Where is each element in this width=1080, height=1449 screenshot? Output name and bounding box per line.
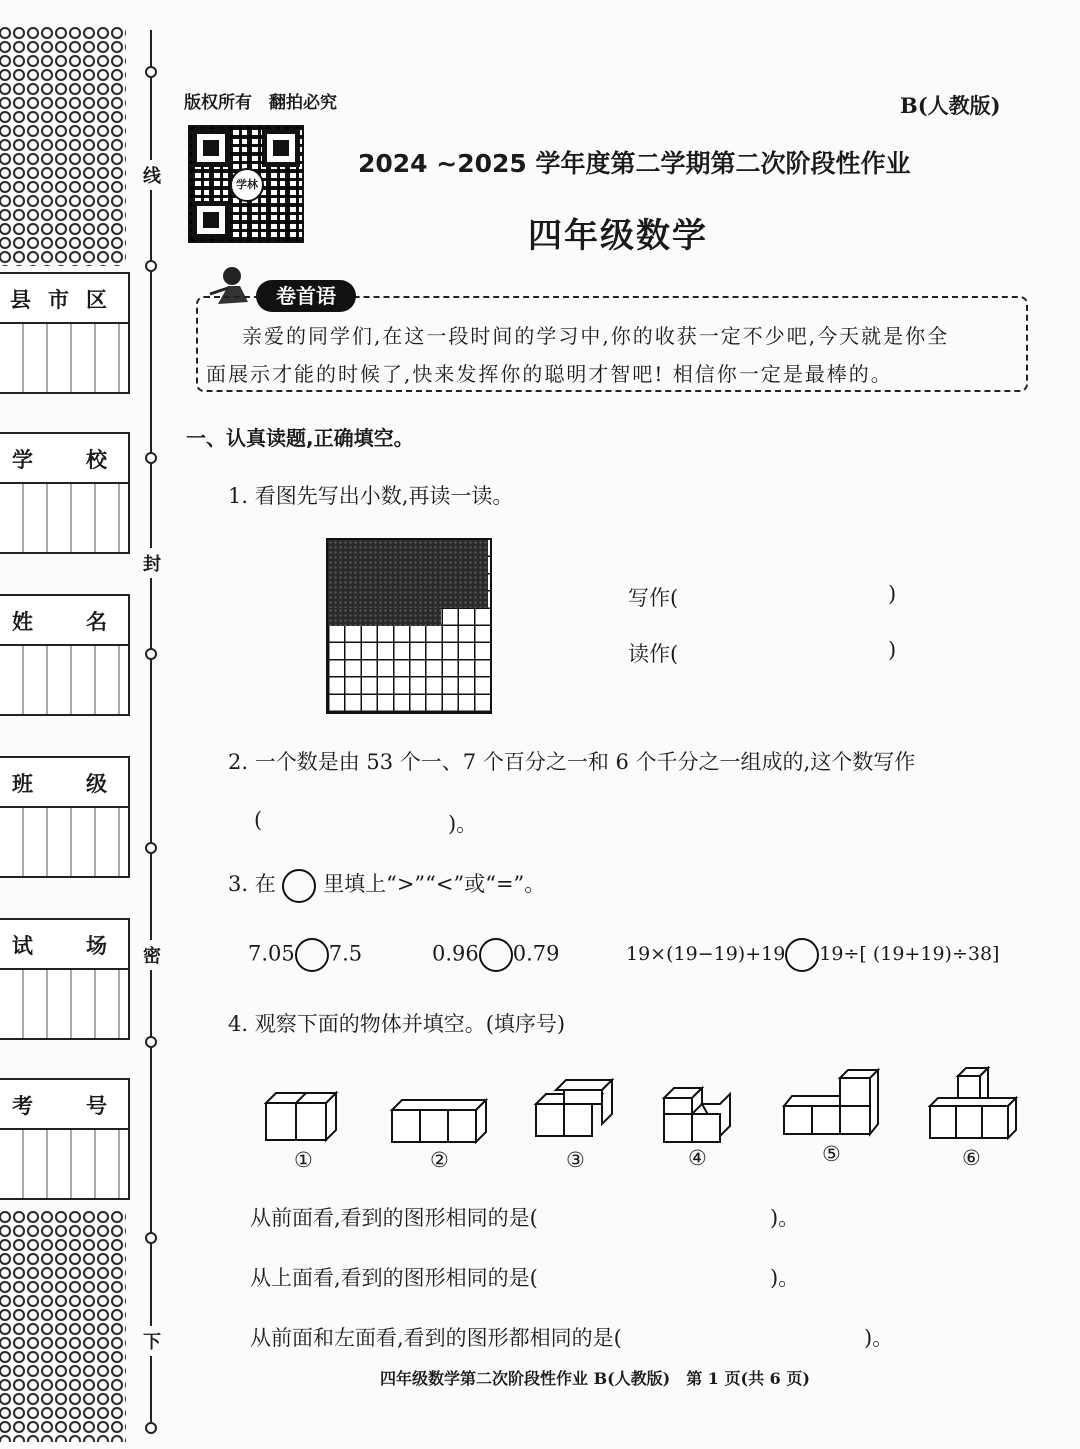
field-char: 试 xyxy=(12,933,33,958)
q4-line-2: 从上面看,看到的图形相同的是( xyxy=(250,1266,538,1290)
field-school[interactable] xyxy=(0,432,130,554)
field-char: 学 xyxy=(12,447,33,472)
figure-label-4: ④ xyxy=(688,1146,707,1170)
q3-item-2 xyxy=(432,938,560,972)
grid-shaded-region xyxy=(328,540,488,608)
qr-code[interactable] xyxy=(188,125,304,243)
grid-shaded-region xyxy=(328,608,441,626)
hundred-grid xyxy=(326,538,492,714)
seal-char-seal: 封 xyxy=(140,548,164,578)
q3-prompt-a: 3. 在 xyxy=(228,872,276,896)
q1-read-blank[interactable] xyxy=(690,636,880,666)
field-class[interactable] xyxy=(0,756,130,878)
q3-left-value: 7.05 xyxy=(248,941,295,966)
figure-label-3: ③ xyxy=(566,1148,585,1172)
field-char: 班 xyxy=(12,771,33,796)
binding-holes-bottom xyxy=(0,1210,126,1442)
q3-left-value: 0.96 xyxy=(432,941,479,966)
q4-blank-3[interactable] xyxy=(670,1320,860,1350)
q4-blank-2[interactable] xyxy=(578,1260,764,1290)
q4-line-1-close: )。 xyxy=(770,1206,800,1230)
q1-write-close: ) xyxy=(888,582,897,606)
circle-placeholder-icon xyxy=(282,869,316,903)
binding-ring xyxy=(145,260,157,272)
binding-ring xyxy=(145,1232,157,1244)
seal-char-line: 线 xyxy=(140,160,164,190)
field-char: 市 xyxy=(48,287,69,312)
binding-ring xyxy=(145,1422,157,1434)
preface-line-1: 亲爱的同学们,在这一段时间的学习中,你的收获一定不少吧,今天就是你全 xyxy=(242,324,950,348)
figure-label-2: ② xyxy=(430,1148,449,1172)
binding-ring xyxy=(145,648,157,660)
q3-prompt-b: 里填上“>”“<”或“=”。 xyxy=(323,872,546,896)
q1-write-label: 写作( xyxy=(628,586,679,610)
q2-blank-close: )。 xyxy=(448,812,478,836)
binding-ring xyxy=(145,842,157,854)
q3-left-value: 19×(19−19)+19 xyxy=(626,943,786,965)
field-exam-number[interactable] xyxy=(0,1078,130,1200)
q2-blank-open: ( xyxy=(254,808,263,832)
figure-label-1: ① xyxy=(294,1148,313,1172)
qr-logo-icon: 学林 xyxy=(230,168,264,202)
field-char: 名 xyxy=(86,609,107,634)
binding-ring xyxy=(145,452,157,464)
field-name[interactable] xyxy=(0,594,130,716)
figure-label-6: ⑥ xyxy=(962,1146,981,1170)
exam-title: 2024 ~2025 学年度第二学期第二次阶段性作业 xyxy=(358,149,911,178)
q4-line-3-close: )。 xyxy=(864,1326,894,1350)
field-char: 区 xyxy=(86,287,107,312)
section-heading: 一、认真读题,正确填空。 xyxy=(186,426,414,450)
seal-char-below: 下 xyxy=(140,1326,164,1356)
question-1-prompt: 1. 看图先写出小数,再读一读。 xyxy=(228,484,514,508)
binding-ring xyxy=(145,1036,157,1048)
q3-right-value: 7.5 xyxy=(328,941,363,966)
compare-circle[interactable] xyxy=(785,938,819,972)
seal-char-close: 密 xyxy=(140,940,164,970)
preface-line-2: 面展示才能的时候了,快来发挥你的聪明才智吧! 相信你一定是最棒的。 xyxy=(206,362,893,386)
field-exam-room[interactable] xyxy=(0,918,130,1040)
question-3-prompt xyxy=(228,868,545,903)
cube-figure-5 xyxy=(784,1070,878,1134)
compare-circle[interactable] xyxy=(295,938,329,972)
field-char: 校 xyxy=(86,447,107,472)
binding-ring xyxy=(145,66,157,78)
binding-line xyxy=(150,30,152,1430)
q3-right-value: 19÷[ (19+19)÷38] xyxy=(819,943,1000,965)
q1-read-label: 读作( xyxy=(628,642,679,666)
field-char: 姓 xyxy=(12,609,33,634)
q4-line-2-close: )。 xyxy=(770,1266,800,1290)
q3-item-1 xyxy=(248,938,362,972)
q1-read-close: ) xyxy=(888,638,897,662)
question-4-prompt: 4. 观察下面的物体并填空。(填序号) xyxy=(228,1012,566,1036)
q3-right-value: 0.79 xyxy=(512,941,560,966)
field-county-district[interactable] xyxy=(0,272,130,394)
preface-badge: 卷首语 xyxy=(256,280,356,312)
q3-item-3 xyxy=(626,938,999,972)
q2-blank[interactable] xyxy=(270,806,446,836)
q4-line-3: 从前面和左面看,看到的图形都相同的是( xyxy=(250,1326,622,1350)
q4-blank-1[interactable] xyxy=(578,1200,764,1230)
binding-holes-top xyxy=(0,26,126,266)
cube-figure-2 xyxy=(392,1100,486,1142)
cube-figure-1 xyxy=(266,1093,336,1140)
field-char: 号 xyxy=(86,1093,107,1118)
field-char: 考 xyxy=(12,1093,33,1118)
field-char: 县 xyxy=(10,287,31,312)
cube-figure-4 xyxy=(664,1088,730,1142)
cube-figures xyxy=(250,1058,1030,1176)
edition-label: B(人教版) xyxy=(900,93,1001,118)
q4-line-1: 从前面看,看到的图形相同的是( xyxy=(250,1206,538,1230)
subject-title: 四年级数学 xyxy=(528,216,708,256)
page-footer: 四年级数学第二次阶段性作业 B(人教版) 第 1 页(共 6 页) xyxy=(380,1369,810,1388)
copyright-notice: 版权所有 翻拍必究 xyxy=(184,93,337,113)
field-char: 级 xyxy=(86,771,107,796)
figure-label-5: ⑤ xyxy=(822,1142,841,1166)
cube-figure-3 xyxy=(536,1080,612,1136)
field-char: 场 xyxy=(86,933,107,958)
compare-circle[interactable] xyxy=(479,938,513,972)
question-2-prompt: 2. 一个数是由 53 个一、7 个百分之一和 6 个千分之一组成的,这个数写作 xyxy=(228,750,916,774)
q1-write-blank[interactable] xyxy=(690,580,880,610)
cube-figure-6 xyxy=(930,1068,1016,1138)
